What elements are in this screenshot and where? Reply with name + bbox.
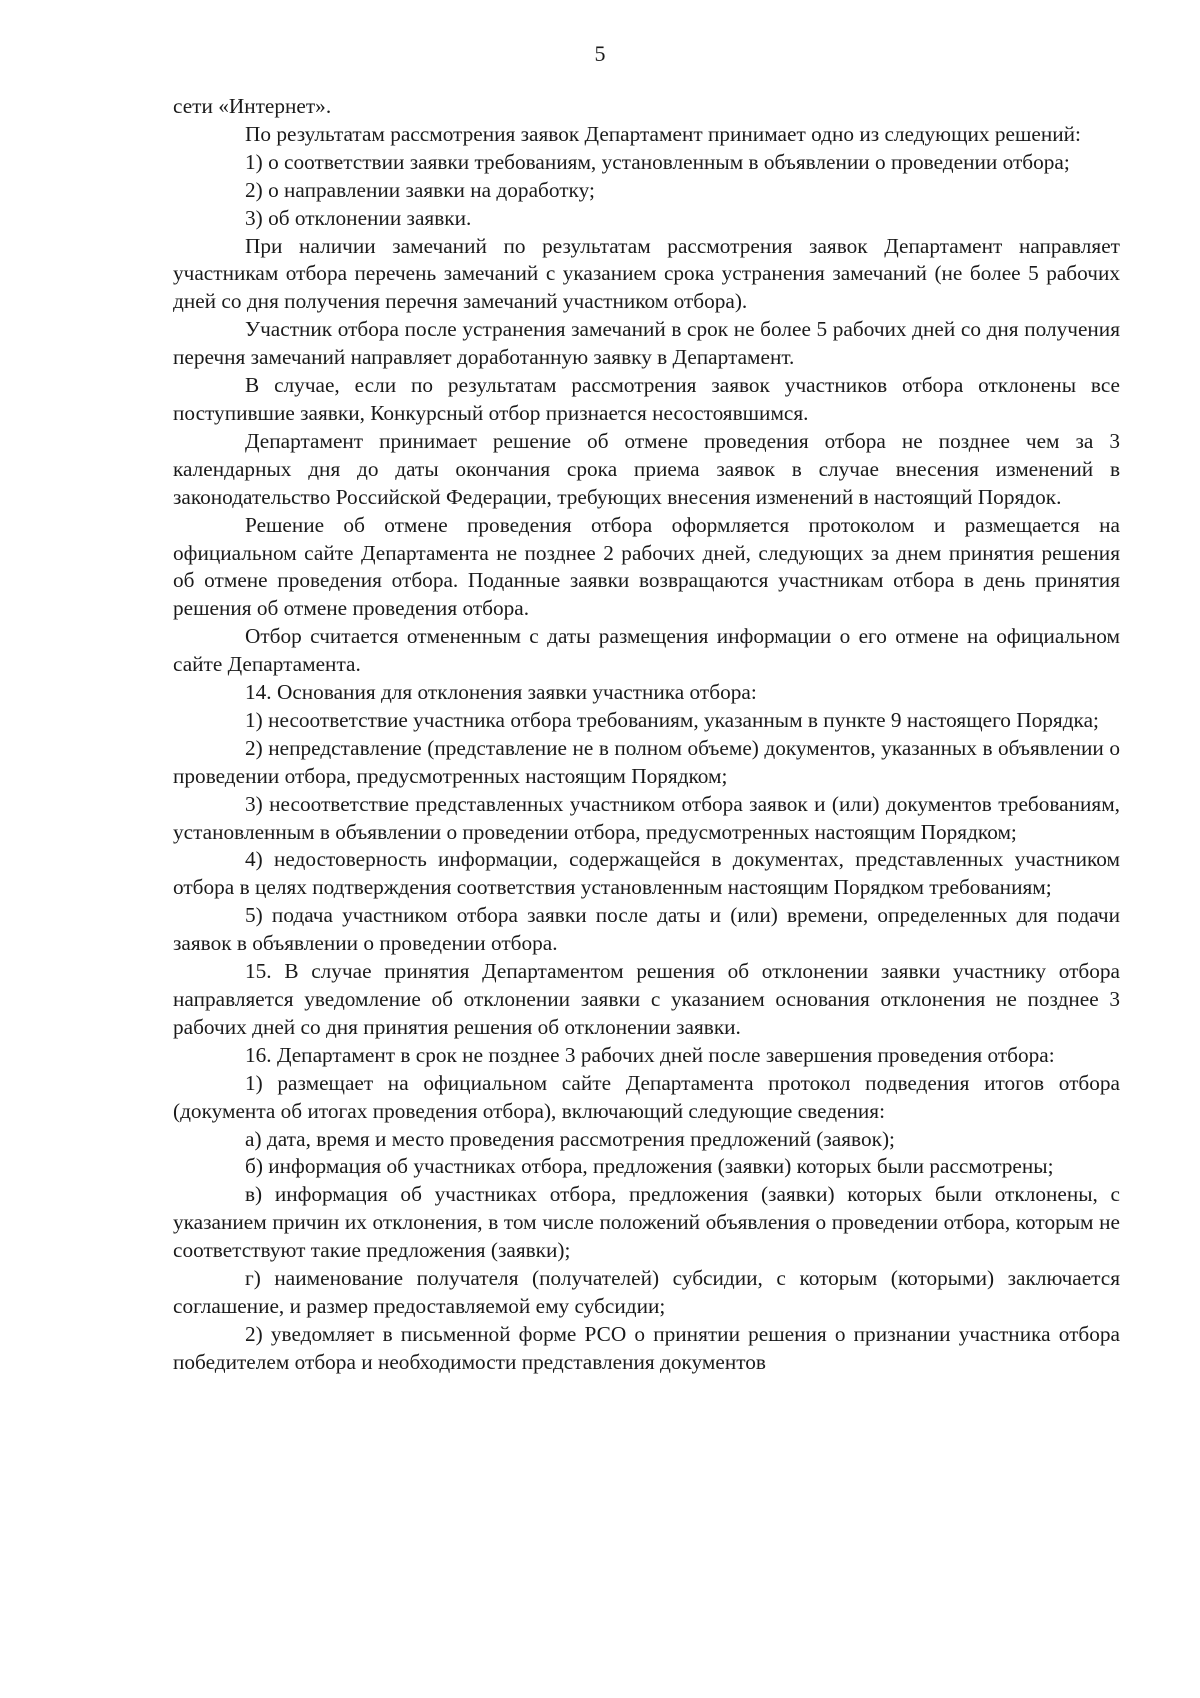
list-item: г) наименование получателя (получателей) субсидии, с которым (которыми) заключается соглашение, и размер предоставляемой ему субсидии; [173, 1266, 1120, 1318]
list-item: 2) непредставление (представление не в полном объеме) документов, указанных в объявлении о проведении отбора, предусмотренных настоящим Порядком; [173, 735, 1120, 788]
paragraph: 16. Департамент в срок не позднее 3 рабочих дней после завершения проведения отбора: [245, 1042, 1055, 1067]
document-body [173, 93, 1120, 1377]
list-item: 5) подача участником отбора заявки после даты и (или) времени, определенных для подачи заявок в объявлении о проведении отбора. [173, 903, 1120, 956]
paragraph: сети «Интернет». [173, 94, 332, 118]
page-number: 5 [594, 41, 606, 66]
paragraph: По результатам рассмотрения заявок Департамент принимает одно из следующих решений: [245, 121, 1081, 146]
paragraph: В случае, если по результатам рассмотрения заявок участников отбора отклонены все поступившие заявки, Конкурсный отбор признается несостоявшимся. [173, 373, 1120, 425]
paragraph: 3) об отклонении заявки. [245, 205, 472, 230]
list-item: 4) недостоверность информации, содержащейся в документах, представленных участником отбора в целях подтверждения соответствия установленным настоящим Порядком требованиям; [173, 847, 1120, 900]
list-item: б) информация об участниках отбора, предложения (заявки) которых были рассмотрены; [245, 1154, 1054, 1179]
paragraph: Участник отбора после устранения замечаний в срок не более 5 рабочих дней со дня получения перечня замечаний направляет доработанную заявку в Департамент. [173, 317, 1120, 370]
paragraph: 15. В случае принятия Департаментом решения об отклонении заявки участнику отбора направляется уведомление об отклонении заявки с указанием основания отклонения не позднее 3 рабочих дней со дня принятия решения об отклонении заявки. [173, 959, 1120, 1039]
paragraph: При наличии замечаний по результатам рассмотрения заявок Департамент направляет участникам отбора перечень замечаний с указанием срока устранения замечаний (не более 5 рабочих дней со дня получения перечня замечаний участником отбора). [173, 233, 1120, 314]
paragraph: Департамент принимает решение об отмене проведения отбора не позднее чем за 3 календарных дня до даты окончания срока приема заявок в случае внесения изменений в законодательство Российской Федерации, требующих внесения изменений в настоящий Порядок. [173, 428, 1120, 509]
paragraph: Отбор считается отмененным с даты размещения информации о его отмене на официальном сайте Департамента. [173, 624, 1120, 677]
section-heading: 14. Основания для отклонения заявки участника отбора: [245, 680, 757, 705]
paragraph: Решение об отмене проведения отбора оформляется протоколом и размещается на официальном сайте Департамента не позднее 2 рабочих дней, следующих за днем принятия решения об отмене проведения отбора. Поданные заявки возвращаются участникам отбора в день принятия решения об отмене проведения отбора. [173, 512, 1120, 621]
list-item: 1) несоответствие участника отбора требованиям, указанным в пункте 9 настоящего Порядка; [245, 707, 1099, 732]
paragraph: 2) о направлении заявки на доработку; [245, 177, 595, 202]
list-item: 2) уведомляет в письменной форме РСО о принятии решения о признании участника отбора победителем отбора и необходимости представления документов [173, 1321, 1120, 1374]
list-item: в) информация об участниках отбора, предложения (заявки) которых были отклонены, с указанием причин их отклонения, в том числе положений объявления о проведении отбора, которым не соответствуют такие предложения (заявки); [173, 1182, 1120, 1263]
list-item: а) дата, время и место проведения рассмотрения предложений (заявок); [245, 1126, 895, 1151]
list-item: 1) размещает на официальном сайте Департамента протокол подведения итогов отбора (документа об итогах проведения отбора), включающий следующие сведения: [173, 1070, 1120, 1123]
paragraph: 1) о соответствии заявки требованиям, установленным в объявлении о проведении отбора; [245, 149, 1070, 174]
list-item: 3) несоответствие представленных участником отбора заявок и (или) документов требованиям, установленным в объявлении о проведении отбора, предусмотренных настоящим Порядком; [173, 791, 1120, 844]
